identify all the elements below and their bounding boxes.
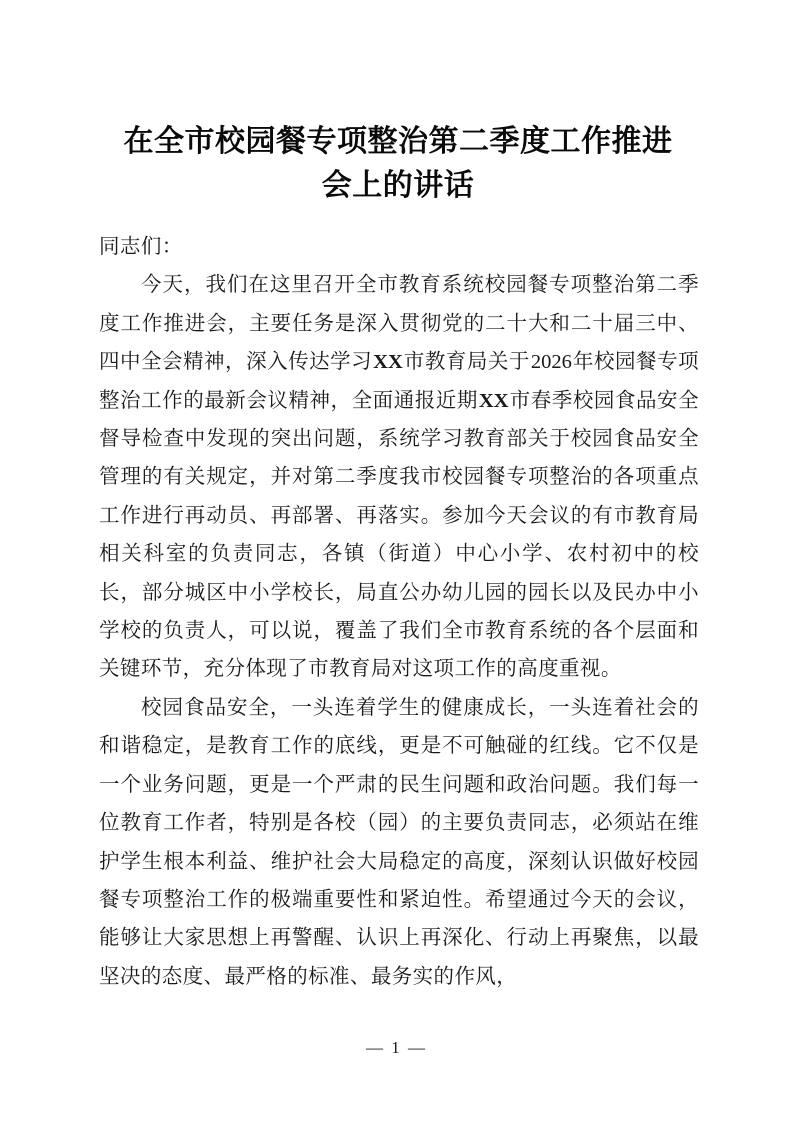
title-line-2: 会上的讲话 — [321, 168, 475, 204]
inline-number: 2026 — [530, 351, 572, 374]
para-1: 今天，我们在这里召开全市教育系统校园餐专项整治第二季度工作推进会，主要任务是深入贯彻党的二十大和二十届三中、四中全会精神，深入传达学习XX市教育局关于2026年校园餐专项整治工作的最新会议精神，全面通报近期XX市春季校园食品安全督导检查中发现的突出问题，系统学习教育部关于校园食品安全管理的有关规定，并对第二季度我市校园餐专项整治的各项重点工作进行再动员、再部署、再落实。参加今天会议的有市教育局相关科室的负责同志，各镇（街道）中心小学、农村初中的校长，部分城区中小学校长，局直公办幼儿园的园长以及民办中小学校的负责人，可以说，覆盖了我们全市教育系统的各个层面和关键环节，充分体现了市教育局对这项工作的高度重视。 — [99, 274, 699, 681]
title-line-1: 在全市校园餐专项整治第二季度工作推进 — [123, 124, 673, 160]
salutation: 同志们： — [99, 236, 183, 258]
inline-placeholder: XX — [478, 389, 509, 412]
para-2: 校园食品安全，一头连着学生的健康成长，一头连着社会的和谐稳定，是教育工作的底线，更是不可触碰的红线。它不仅是一个业务问题，更是一个严肃的民生问题和政治问题。我们每一位教育工作者，特别是各校（园）的主要负责同志，必须站在维护学生根本利益、维护社会大局稳定的高度，深刻认识做好校园餐专项整治工作的极端重要性和紧迫性。希望通过今天的会议，能够让大家思想上再警醒、认识上再深化、行动上再聚焦，以最坚决的态度、最严格的标准、最务实的作风， — [99, 696, 699, 988]
page-number-footer: — 1 — — [366, 1038, 427, 1057]
page-title — [99, 120, 697, 208]
document-body — [99, 228, 699, 996]
paragraph-list — [99, 266, 699, 996]
inline-placeholder: XX — [373, 351, 403, 374]
